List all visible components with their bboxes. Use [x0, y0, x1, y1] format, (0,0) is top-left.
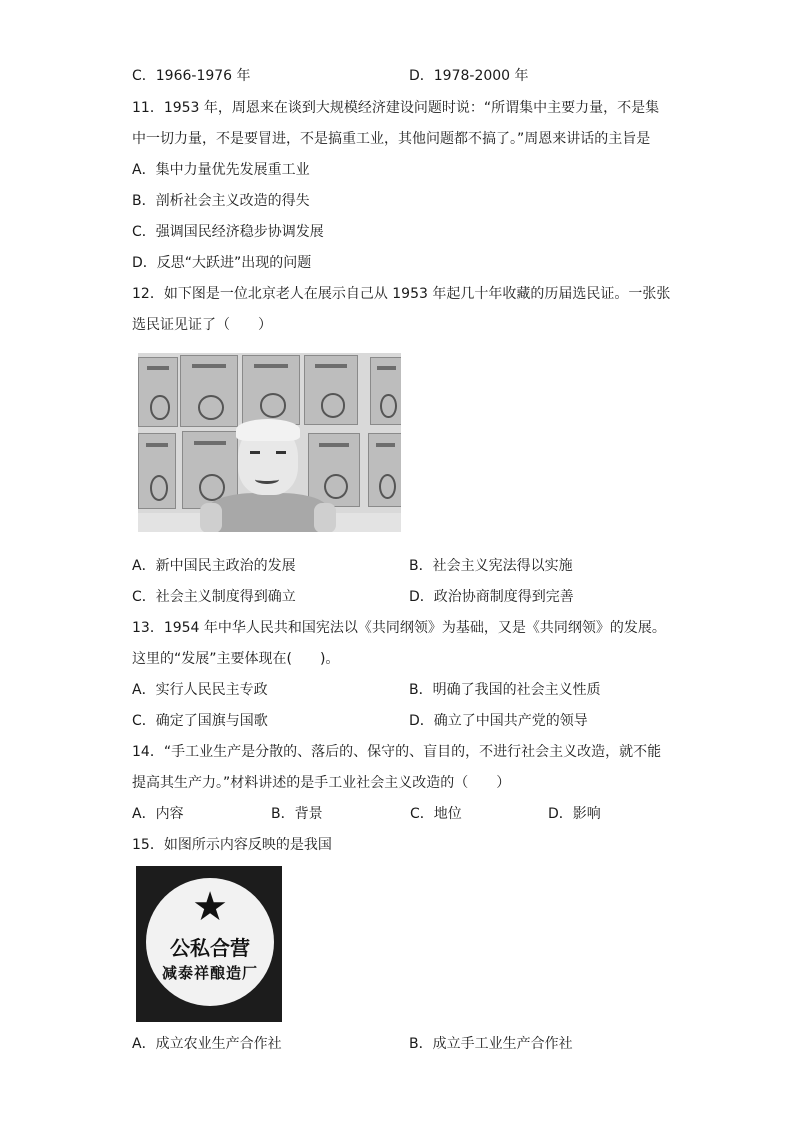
- q14-option-c: C．地位: [410, 806, 462, 822]
- stamp-text-line1: 公私合营: [170, 936, 250, 960]
- q13-option-b: B．明确了我国的社会主义性质: [409, 682, 601, 698]
- q14-stem-line2: 提高其生产力。”材料讲述的是手工业社会主义改造的（ ）: [132, 775, 511, 791]
- q13-stem-line1: 13．1954 年中华人民共和国宪法以《共同纲领》为基础，又是《共同纲领》的发展。: [132, 620, 666, 636]
- q15-stem: 15．如图所示内容反映的是我国: [132, 837, 332, 853]
- q13-option-d: D．确立了中国共产党的领导: [409, 713, 588, 729]
- voter-card: [370, 357, 401, 425]
- q10-option-c: C．1966-1976 年: [132, 68, 251, 84]
- star-icon: ★: [192, 884, 228, 930]
- q10-option-d: D．1978-2000 年: [409, 68, 529, 84]
- q12-option-a: A．新中国民主政治的发展: [132, 558, 296, 574]
- q11-option-b: B．剖析社会主义改造的得失: [132, 193, 310, 209]
- elder-eye: [250, 451, 260, 454]
- stamp-circle: [146, 878, 274, 1006]
- q11-option-a: A．集中力量优先发展重工业: [132, 162, 310, 178]
- q11-option-d: D．反思“大跃进”出现的问题: [132, 255, 312, 271]
- q14-stem-line1: 14．“手工业生产是分散的、落后的、保守的、盲目的，不进行社会主义改造，就不能: [132, 744, 662, 760]
- elder-hand: [200, 503, 222, 532]
- voter-card: [242, 355, 300, 425]
- q12-stem-line2: 选民证见证了（ ）: [132, 317, 272, 333]
- q11-stem-line1: 11．1953 年，周恩来在谈到大规模经济建设问题时说：“所谓集中主要力量，不是集: [132, 100, 660, 116]
- stamp-text-line2: 减泰祥酿造厂: [161, 964, 258, 982]
- q12-option-c: C．社会主义制度得到确立: [132, 589, 296, 605]
- q12-option-d: D．政治协商制度得到完善: [409, 589, 574, 605]
- q13-stem-line2: 这里的“发展”主要体现在( )。: [132, 651, 340, 667]
- q12-option-b: B．社会主义宪法得以实施: [409, 558, 573, 574]
- elder-eye: [276, 451, 286, 454]
- voter-card: [368, 433, 401, 507]
- voter-card: [308, 433, 360, 507]
- voter-card: [304, 355, 358, 425]
- q14-option-a: A．内容: [132, 806, 184, 822]
- q14-option-b: B．背景: [271, 806, 323, 822]
- elder-body: [208, 493, 328, 532]
- joint-venture-stamp-image: [136, 866, 282, 1022]
- voter-card: [180, 355, 238, 427]
- q15-option-a: A．成立农业生产合作社: [132, 1036, 282, 1052]
- q14-option-d: D．影响: [548, 806, 601, 822]
- elder-hair: [236, 419, 300, 441]
- q12-stem-line1: 12．如下图是一位北京老人在展示自己从 1953 年起几十年收藏的历届选民证。一张张: [132, 286, 671, 302]
- elder-hand: [314, 503, 336, 532]
- q11-stem-line2: 中一切力量，不是要冒进，不是搞重工业，其他问题都不搞了。”周恩来讲话的主旨是: [132, 131, 651, 147]
- voter-card: [138, 433, 176, 509]
- q13-option-a: A．实行人民民主专政: [132, 682, 268, 698]
- q11-option-c: C．强调国民经济稳步协调发展: [132, 224, 324, 240]
- elder-mouth: [255, 475, 279, 484]
- voter-card: [138, 357, 178, 427]
- q15-option-b: B．成立手工业生产合作社: [409, 1036, 573, 1052]
- voter-cards-photo: [138, 353, 401, 532]
- q13-option-c: C．确定了国旗与国歌: [132, 713, 268, 729]
